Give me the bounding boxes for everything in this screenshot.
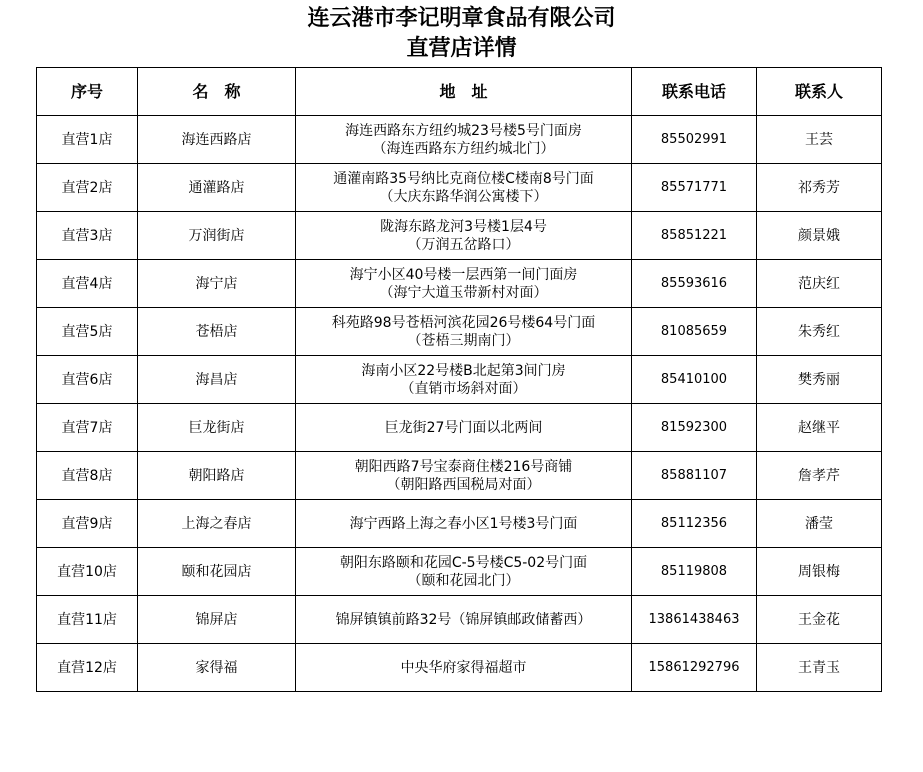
table-row xyxy=(37,164,882,212)
cell-contact: 范庆红 xyxy=(757,260,882,308)
cell-address xyxy=(296,500,632,548)
cell-address xyxy=(296,212,632,260)
address-line: 海连西路东方纽约城23号楼5号门面房 xyxy=(345,122,582,139)
cell-contact: 王金花 xyxy=(757,596,882,644)
address-line: 巨龙街27号门面以北两间 xyxy=(384,419,543,436)
cell-name: 锦屏店 xyxy=(138,596,296,644)
table-row xyxy=(37,308,882,356)
table-row xyxy=(37,260,882,308)
cell-name: 家得福 xyxy=(138,644,296,692)
cell-seq: 直营2店 xyxy=(37,164,138,212)
cell-seq: 直营4店 xyxy=(37,260,138,308)
cell-name: 通灌路店 xyxy=(138,164,296,212)
cell-phone: 85112356 xyxy=(632,500,757,548)
cell-contact: 潘莹 xyxy=(757,500,882,548)
table-row xyxy=(37,212,882,260)
address-line: 海南小区22号楼B北起第3间门房 xyxy=(361,362,566,379)
cell-phone: 85851221 xyxy=(632,212,757,260)
cell-address xyxy=(296,164,632,212)
table-row xyxy=(37,452,882,500)
address-note: （朝阳路西国税局对面） xyxy=(386,476,541,493)
cell-name: 海昌店 xyxy=(138,356,296,404)
table-row xyxy=(37,116,882,164)
address-note: （万润五岔路口） xyxy=(407,236,520,253)
cell-seq: 直营7店 xyxy=(37,404,138,452)
address-line: 中央华府家得福超市 xyxy=(400,659,527,676)
header-contact: 联系人 xyxy=(757,68,882,116)
cell-phone: 81592300 xyxy=(632,404,757,452)
address-note: （颐和花园北门） xyxy=(407,572,520,589)
header-phone: 联系电话 xyxy=(632,68,757,116)
address-line: 朝阳东路颐和花园C-5号楼C5-02号门面 xyxy=(339,554,588,571)
table-row xyxy=(37,644,882,692)
cell-name: 朝阳路店 xyxy=(138,452,296,500)
cell-address xyxy=(296,308,632,356)
cell-phone: 85593616 xyxy=(632,260,757,308)
cell-phone: 15861292796 xyxy=(632,644,757,692)
cell-address xyxy=(296,356,632,404)
cell-address xyxy=(296,644,632,692)
cell-phone: 85119808 xyxy=(632,548,757,596)
cell-name: 苍梧店 xyxy=(138,308,296,356)
cell-contact: 王芸 xyxy=(757,116,882,164)
table-row xyxy=(37,356,882,404)
cell-contact: 祁秀芳 xyxy=(757,164,882,212)
cell-address xyxy=(296,452,632,500)
table-row xyxy=(37,404,882,452)
table-header-row xyxy=(37,68,882,116)
cell-seq: 直营10店 xyxy=(37,548,138,596)
cell-phone: 85571771 xyxy=(632,164,757,212)
cell-name: 海连西路店 xyxy=(138,116,296,164)
cell-seq: 直营6店 xyxy=(37,356,138,404)
cell-address xyxy=(296,116,632,164)
cell-name: 上海之春店 xyxy=(138,500,296,548)
cell-seq: 直营9店 xyxy=(37,500,138,548)
address-line: 科苑路98号苍梧河滨花园26号楼64号门面 xyxy=(331,314,596,331)
cell-phone: 85881107 xyxy=(632,452,757,500)
cell-phone: 81085659 xyxy=(632,308,757,356)
cell-contact: 赵继平 xyxy=(757,404,882,452)
header-name: 名 称 xyxy=(138,68,296,116)
page-subtitle: 直营店详情 xyxy=(406,36,517,61)
cell-contact: 樊秀丽 xyxy=(757,356,882,404)
cell-contact: 颜景娥 xyxy=(757,212,882,260)
cell-seq: 直营5店 xyxy=(37,308,138,356)
cell-phone: 13861438463 xyxy=(632,596,757,644)
header-seq: 序号 xyxy=(37,68,138,116)
cell-contact: 周银梅 xyxy=(757,548,882,596)
address-note: （大庆东路华润公寓楼下） xyxy=(379,188,548,205)
stores-table xyxy=(36,67,882,692)
cell-seq: 直营8店 xyxy=(37,452,138,500)
cell-contact: 朱秀红 xyxy=(757,308,882,356)
cell-name: 海宁店 xyxy=(138,260,296,308)
cell-seq: 直营3店 xyxy=(37,212,138,260)
address-line: 海宁西路上海之春小区1号楼3号门面 xyxy=(349,515,578,532)
address-note: （直销市场斜对面） xyxy=(400,380,527,397)
cell-seq: 直营1店 xyxy=(37,116,138,164)
address-line: 陇海东路龙河3号楼1层4号 xyxy=(380,218,547,235)
address-note: （苍梧三期南门） xyxy=(407,332,520,349)
cell-contact: 王青玉 xyxy=(757,644,882,692)
address-line: 朝阳西路7号宝泰商住楼216号商铺 xyxy=(354,458,573,475)
table-row xyxy=(37,500,882,548)
company-title: 连云港市李记明章食品有限公司 xyxy=(307,6,616,31)
address-line: 通灌南路35号纳比克商位楼C楼南8号门面 xyxy=(333,170,594,187)
cell-address xyxy=(296,260,632,308)
cell-phone: 85502991 xyxy=(632,116,757,164)
cell-phone: 85410100 xyxy=(632,356,757,404)
table-row xyxy=(37,596,882,644)
cell-name: 万润街店 xyxy=(138,212,296,260)
cell-name: 颐和花园店 xyxy=(138,548,296,596)
cell-seq: 直营12店 xyxy=(37,644,138,692)
cell-name: 巨龙街店 xyxy=(138,404,296,452)
address-note: （海连西路东方纽约城北门） xyxy=(372,140,555,157)
cell-address xyxy=(296,596,632,644)
address-line: 锦屏镇镇前路32号（锦屏镇邮政储蓄西） xyxy=(335,611,592,628)
cell-seq: 直营11店 xyxy=(37,596,138,644)
cell-address xyxy=(296,548,632,596)
cell-address xyxy=(296,404,632,452)
address-note: （海宁大道玉带新村对面） xyxy=(379,284,548,301)
header-address: 地 址 xyxy=(296,68,632,116)
cell-contact: 詹孝芹 xyxy=(757,452,882,500)
table-row xyxy=(37,548,882,596)
address-line: 海宁小区40号楼一层西第一间门面房 xyxy=(349,266,578,283)
